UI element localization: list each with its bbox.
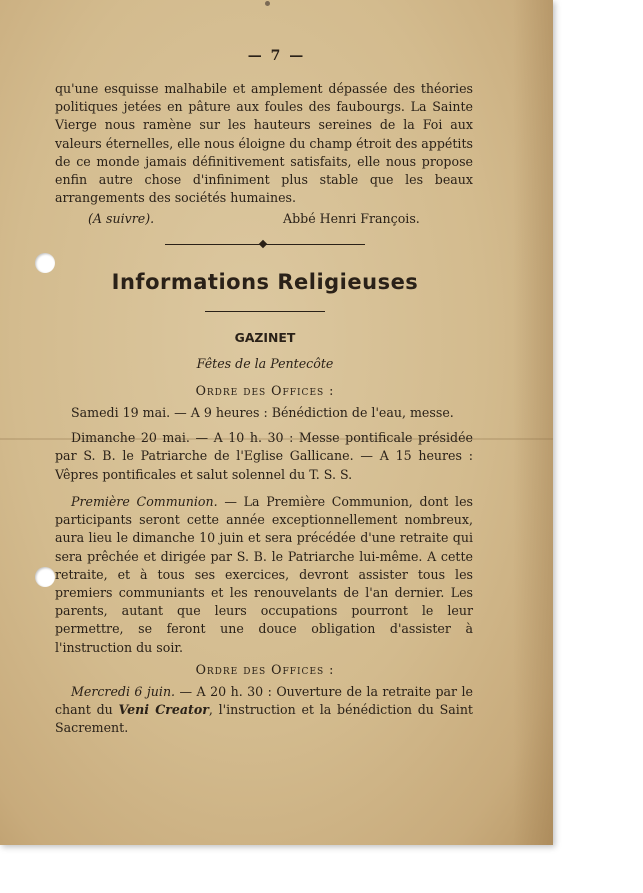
page-number: — 7 — (247, 48, 306, 64)
services-list (55, 404, 473, 484)
wednesday-label: Mercredi 6 juin. (71, 684, 176, 699)
page-edge-shading (513, 0, 553, 845)
order-of-services-heading-1: Ordre des Offices : (195, 383, 335, 398)
communion-label: Première Communion. (71, 494, 218, 509)
wednesday-paragraph (55, 683, 473, 738)
intro-text: qu'une esquisse malhabile et amplement dépassée des théories politiques jetées en pâture aux foules des faubourgs. La Sainte Vierge nous ramène sur les hauteurs sereines de la Foi aux valeurs éternelles, elle nous éloigne du champ étroit des appétits de ce monde jamais définitivement satisfaits, elle nous propose enfin autre chose d'infiniment plus stable que les beaux arrangements des sociétés humaines. (55, 81, 473, 206)
section-title: Informations Religieuses (111, 270, 419, 294)
title-underline (205, 311, 325, 312)
communion-paragraph (55, 493, 473, 657)
feast-heading: Fêtes de la Pentecôte (196, 356, 334, 371)
veni-creator: Veni Creator (118, 702, 209, 718)
intro-paragraph (55, 80, 473, 207)
wednesday-text-a: — A 20 h. 30 : Ouverture de la retraite par le chant du (55, 684, 473, 718)
place-heading: GAZINET (234, 330, 296, 345)
to-be-continued: (A suivre). (88, 211, 155, 226)
author-signature: Abbé Henri François. (283, 211, 420, 226)
punch-hole-bottom (35, 567, 55, 587)
separator-diamond (259, 240, 267, 248)
communion-text: — La Première Communion, dont les participants seront cette année exceptionnellement nombreux, aura lieu le dimanche 10 juin et sera précédée d'une retraite qui sera prêchée et dirigée par S. B. le Patriarche lui-même. A cette retraite, et à tous ses exercices, devront assister tous les premiers communiants et les renouvelants de l'an dernier. Les parents, autant que leurs occupations pourront le leur permettre, se feront une douce obligation d'assister à l'instruction du soir. (55, 494, 473, 655)
wednesday-text-b: , l'instruction et la bénédiction du Saint Sacrement. (55, 702, 473, 736)
saturday-service: Samedi 19 mai. — A 9 heures : Bénédiction de l'eau, messe. (71, 405, 454, 420)
pin-mark (265, 1, 270, 6)
sunday-service: Dimanche 20 mai. — A 10 h. 30 : Messe pontificale présidée par S. B. le Patriarche de l'Eglise Gallicane. — A 15 heures : Vêpres pontificales et salut solennel du T. S. S. (55, 430, 473, 482)
order-of-services-heading-2: Ordre des Offices : (195, 662, 335, 677)
